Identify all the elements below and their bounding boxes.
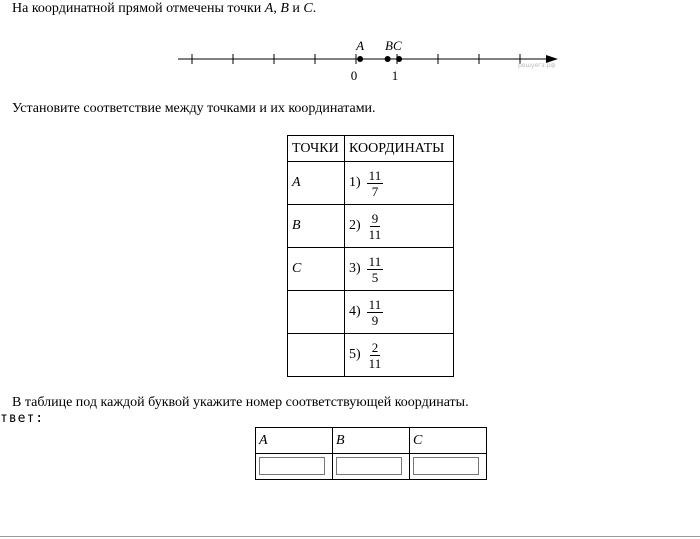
- answer-cell-c: [410, 454, 487, 480]
- numerator: 11: [368, 296, 382, 312]
- coord-index: 4): [349, 304, 361, 319]
- instruction-text: Установите соответствие между точками и их координатами.: [12, 101, 376, 116]
- fraction: [367, 254, 384, 285]
- point-c-dot: [396, 56, 402, 62]
- point-cell: [288, 291, 345, 334]
- fraction: [367, 168, 384, 199]
- coord-index: 3): [349, 261, 361, 276]
- answer-label: твет:: [0, 411, 45, 426]
- header-points: ТОЧКИ: [288, 136, 345, 162]
- match-table: [287, 135, 454, 377]
- intro-point-b: B: [280, 1, 289, 16]
- answer-header-b: B: [333, 428, 410, 454]
- answer-header-a: A: [256, 428, 333, 454]
- coord-cell: [345, 248, 454, 291]
- coord-index: 5): [349, 347, 361, 362]
- coord-cell: [345, 205, 454, 248]
- table-row: [288, 205, 454, 248]
- point-a-dot: [357, 56, 363, 62]
- coord-index: 2): [349, 218, 361, 233]
- problem-intro: [12, 1, 316, 17]
- denominator: 5: [371, 269, 379, 285]
- bottom-divider: [0, 536, 700, 537]
- numerator: 2: [371, 339, 379, 355]
- fraction: [367, 297, 384, 328]
- denominator: 7: [371, 183, 379, 199]
- coord-cell: [345, 291, 454, 334]
- answer-header-row: [256, 428, 487, 454]
- denominator: 11: [368, 355, 382, 371]
- table-row: [288, 162, 454, 205]
- point-cell: [288, 334, 345, 377]
- point-a-label: A: [356, 38, 365, 53]
- header-coords: КООРДИНАТЫ: [345, 136, 454, 162]
- point-cell: B: [288, 205, 345, 248]
- answer-cell-a: [256, 454, 333, 480]
- number-line: [170, 34, 570, 84]
- answer-input-c[interactable]: [413, 457, 479, 475]
- fraction: [367, 211, 384, 242]
- answer-input-b[interactable]: [336, 457, 402, 475]
- answer-cell-b: [333, 454, 410, 480]
- answer-table: [255, 427, 487, 480]
- coord-cell: [345, 334, 454, 377]
- point-cell: C: [288, 248, 345, 291]
- table-row: [288, 248, 454, 291]
- answer-header-c: C: [410, 428, 487, 454]
- numerator: 11: [368, 167, 382, 183]
- denominator: 11: [368, 226, 382, 242]
- intro-point-c: C: [303, 1, 313, 16]
- watermark: решуегэ.рф: [518, 62, 556, 69]
- intro-sep2: и: [288, 1, 304, 16]
- point-cell: A: [288, 162, 345, 205]
- tick-label-one: 1: [391, 68, 399, 83]
- numerator: 9: [371, 210, 379, 226]
- point-b-dot: [385, 56, 391, 62]
- numerator: 11: [368, 253, 382, 269]
- table-row: [288, 291, 454, 334]
- coord-cell: [345, 162, 454, 205]
- table-row: [288, 334, 454, 377]
- tick-label-zero: 0: [350, 68, 358, 83]
- intro-suffix: .: [312, 1, 317, 16]
- answer-input-a[interactable]: [259, 457, 325, 475]
- fill-instruction: В таблице под каждой буквой укажите номер соответствующей координаты.: [12, 395, 469, 410]
- match-table-header-row: [288, 136, 454, 162]
- intro-prefix: На координатной прямой отмечены точки: [12, 1, 265, 16]
- coord-index: 1): [349, 175, 361, 190]
- fraction: [367, 340, 384, 371]
- point-bc-label: BC: [385, 38, 402, 53]
- intro-point-a: A: [264, 1, 274, 16]
- intro-sep1: ,: [273, 1, 281, 16]
- answer-input-row: [256, 454, 487, 480]
- denominator: 9: [371, 312, 379, 328]
